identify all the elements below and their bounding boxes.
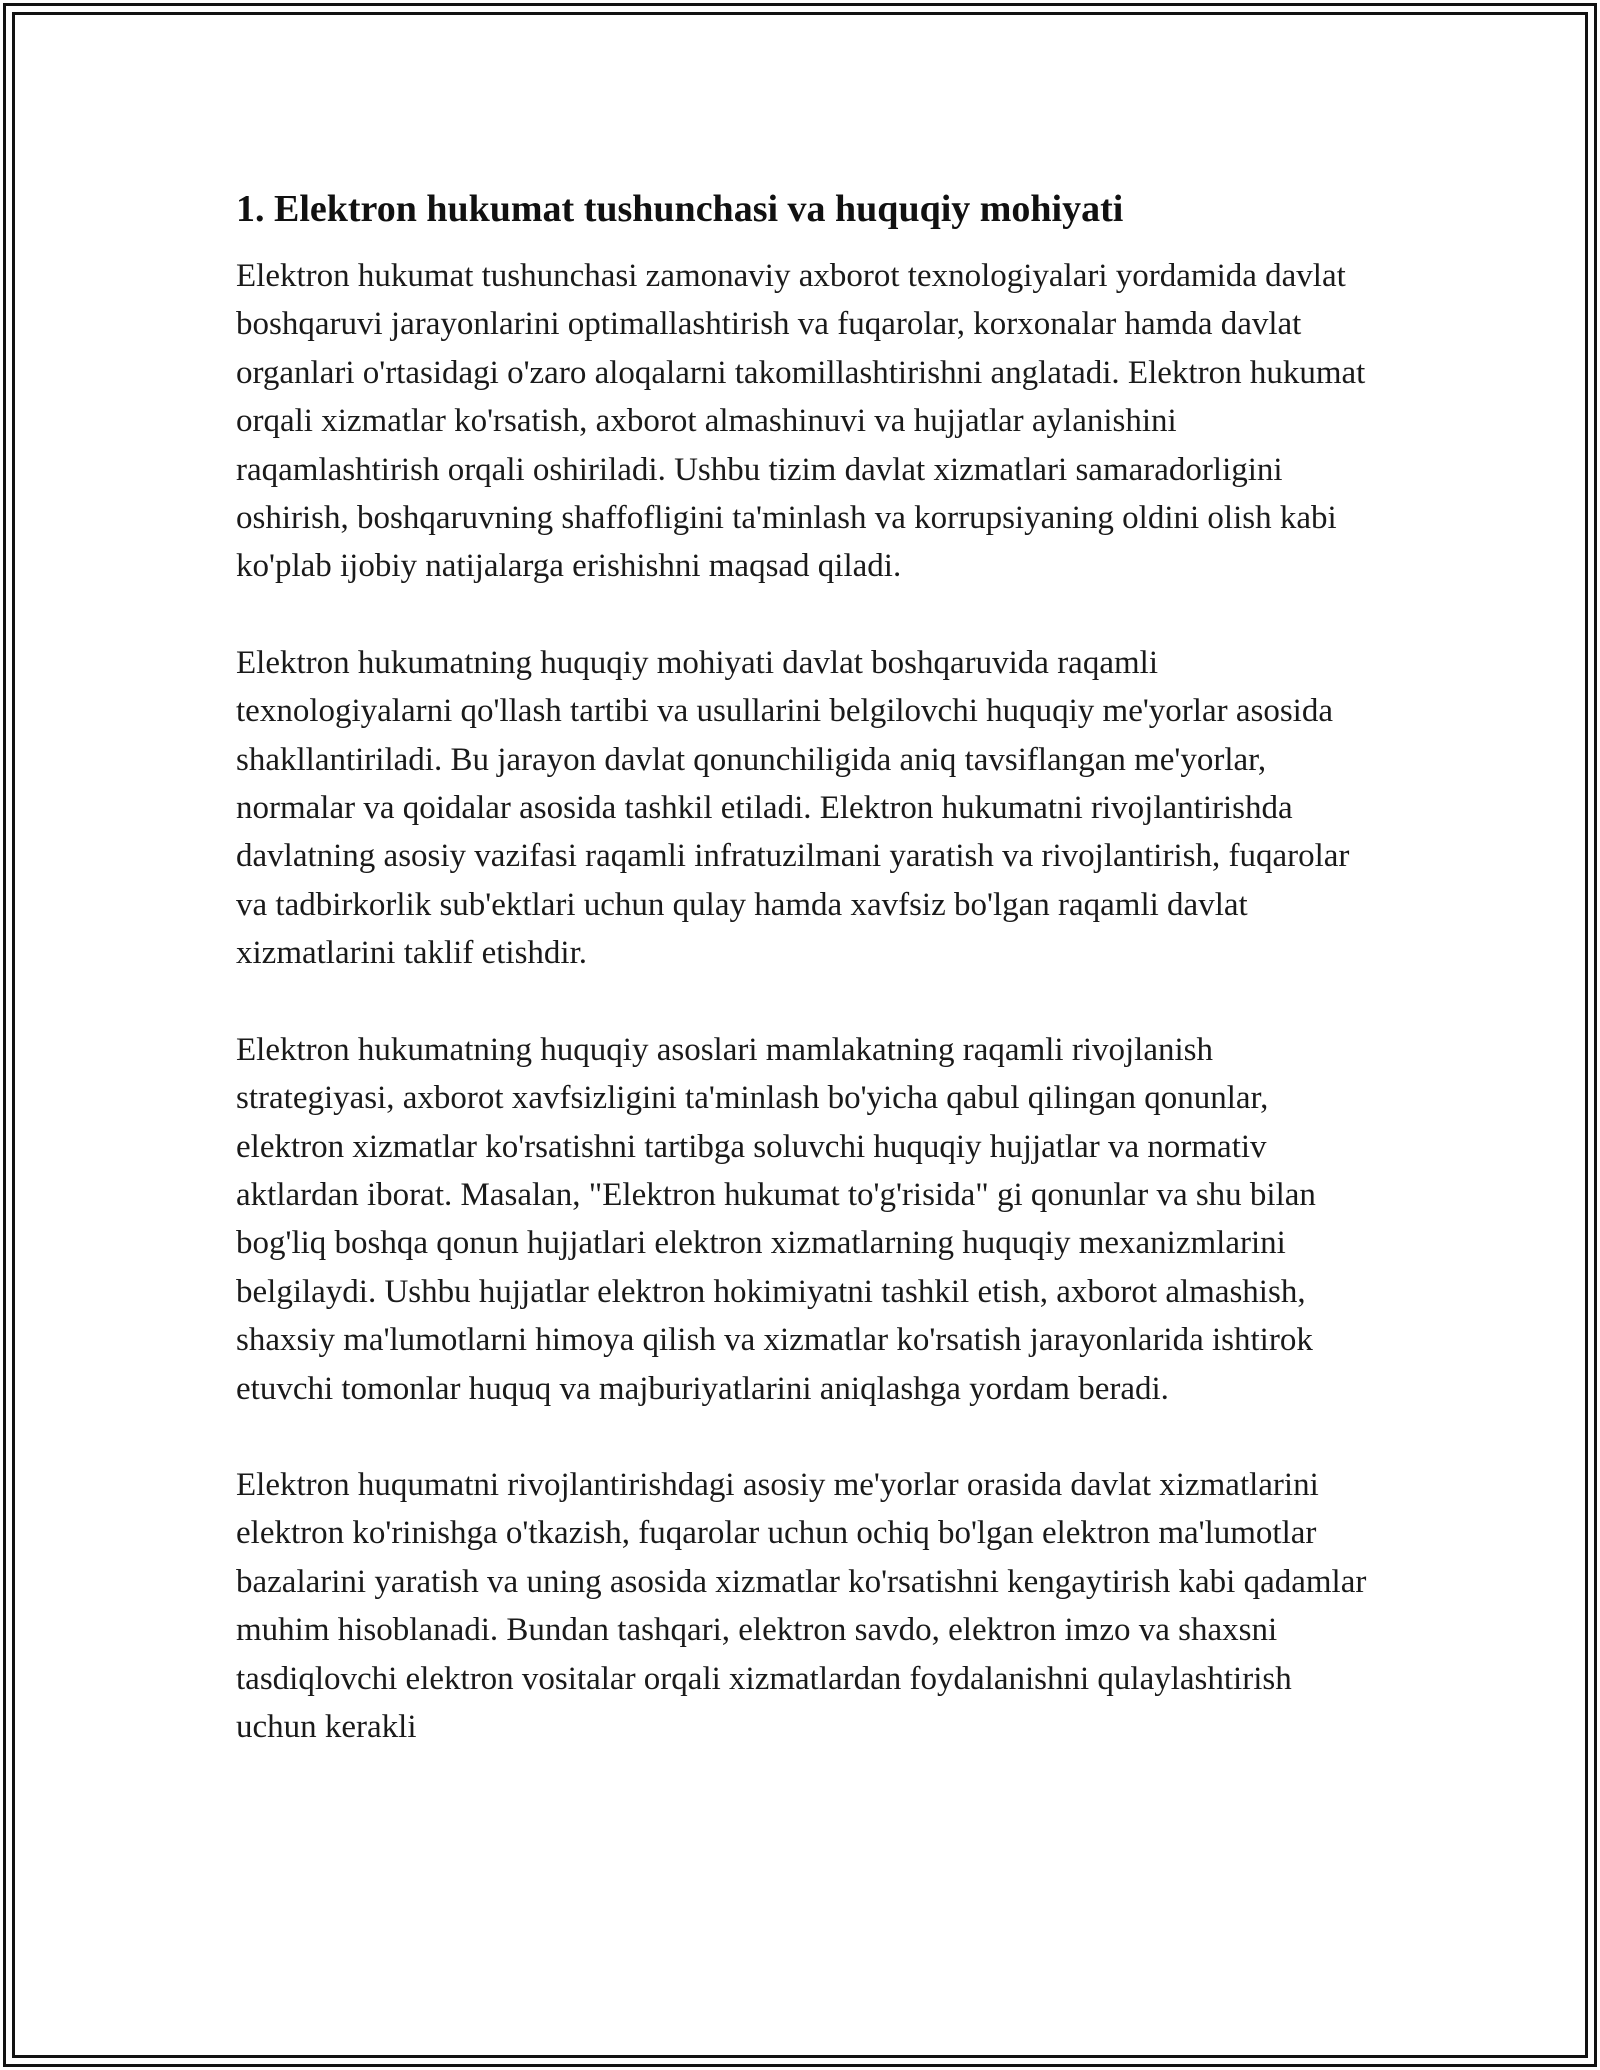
document-body — [236, 185, 1371, 1799]
paragraph: Elektron huqumatni rivojlantirishdagi asosiy me'yorlar orasida davlat xizmatlarini elektron ko'rinishga o'tkazish, fuqarolar uchun ochiq bo'lgan elektron ma'lumotlar bazalarini yaratish va uning asosida xizmatlar ko'rsatishni kengaytirish kabi qadamlar muhim hisoblanadi. Bundan tashqari, elektron savdo, elektron imzo va shaxsni tasdiqlovchi elektron vositalar orqali xizmatlardan foydalanishni qulaylashtirish uchun kerakli — [236, 1466, 1367, 1745]
section-heading: 1. Elektron hukumat tushunchasi va huquqiy mohiyati — [236, 188, 1124, 230]
paragraph: Elektron hukumatning huquqiy mohiyati davlat boshqaruvida raqamli texnologiyalarni qo'llash tartibi va usullarini belgilovchi huquqiy me'yorlar asosida shakllantiriladi. Bu jarayon davlat qonunchiligida aniq tavsiflangan me'yorlar, normalar va qoidalar asosida tashkil etiladi. Elektron hukumatni rivojlantirishda davlatning asosiy vazifasi raqamli infratuzilmani yaratish va rivojlantirish, fuqarolar va tadbirkorlik sub'ektlari uchun qulay hamda xavfsiz bo'lgan raqamli davlat xizmatlarini taklif etishdir. — [236, 644, 1350, 972]
paragraph: Elektron hukumatning huquqiy asoslari mamlakatning raqamli rivojlanish strategiyasi, axborot xavfsizligini ta'minlash bo'yicha qabul qilingan qonunlar, elektron xizmatlar ko'rsatishni tartibga soluvchi huquqiy hujjatlar va normativ aktlardan iborat. Masalan, "Elektron hukumat to'g'risida" gi qonunlar va shu bilan bog'liq boshqa qonun hujjatlari elektron xizmatlarning huquqiy mexanizmlarini belgilaydi. Ushbu hujjatlar elektron hokimiyatni tashkil etish, axborot almashish, shaxsiy ma'lumotlarni himoya qilish va xizmatlar ko'rsatish jarayonlarida ishtirok etuvchi tomonlar huquq va majburiyatlarini aniqlashga yordam beradi. — [236, 1031, 1316, 1407]
paragraph: Elektron hukumat tushunchasi zamonaviy axborot texnologiyalari yordamida davlat boshqaruvi jarayonlarini optimallashtirish va fuqarolar, korxonalar hamda davlat organlari o'rtasidagi o'zaro aloqalarni takomillashtirishni anglatadi. Elektron hukumat orqali xizmatlar ko'rsatish, axborot almashinuvi va hujjatlar aylanishini raqamlashtirish orqali oshiriladi. Ushbu tizim davlat xizmatlari samaradorligini oshirish, boshqaruvning shaffofligini ta'minlash va korrupsiyaning oldini olish kabi ko'plab ijobiy natijalarga erishishni maqsad qiladi. — [236, 258, 1366, 585]
